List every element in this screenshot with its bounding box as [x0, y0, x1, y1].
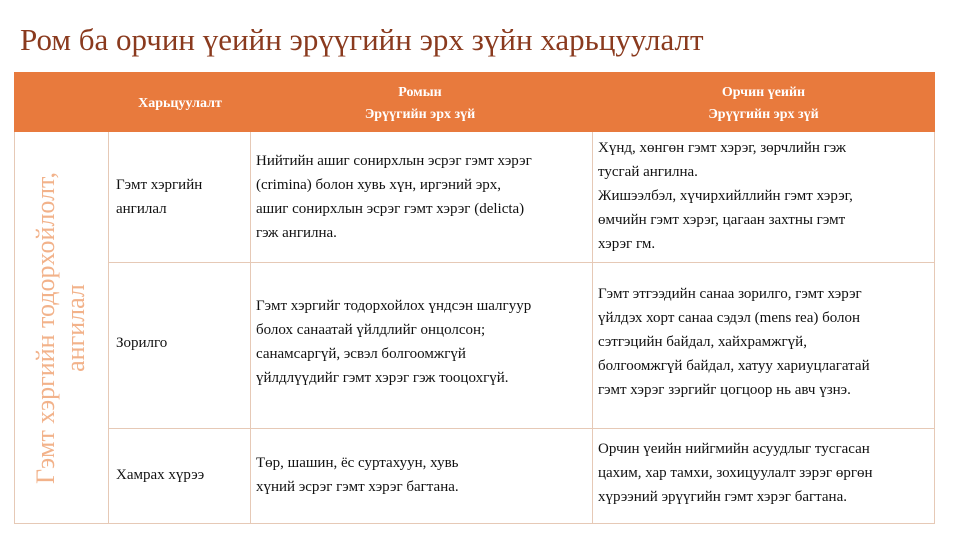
row1-criteria: Гэмт хэргийн ангилал [116, 177, 203, 217]
header-criteria: Харьцуулалт [138, 96, 222, 111]
row3-roman: Төр, шашин, ёс суртахуун, хувь хүний эсрэг гэмт хэрэг багтана. [256, 455, 459, 495]
divider [592, 132, 593, 524]
row3-modern: Орчин үеийн нийгмийн асуудлыг тусгасан цахим, хар тамхи, зохицуулалт зэрэг өргөн хүрээний эрүүгийн гэмт хэрэг багтана. [598, 441, 873, 505]
divider [108, 428, 935, 429]
divider [108, 132, 109, 524]
side-label: Гэмт хэргийн тодорхойлолт, ангилал [31, 172, 90, 484]
row3-criteria: Хамрах хүрээ [116, 467, 205, 483]
slide-title: Ром ба орчин үеийн эрүүгийн эрх зүйн харьцуулалт [20, 22, 704, 57]
header-modern: Орчин үеийн Эрүүгийн эрх зүй [708, 85, 819, 122]
header-roman: Ромын Эрүүгийн эрх зүй [364, 85, 476, 122]
divider [250, 132, 251, 524]
row1-modern: Хүнд, хөнгөн гэмт хэрэг, зөрчлийн гэж тусгай ангилна. Жишээлбэл, хүчирхийллийн гэмт хэрэг, өмчийн гэмт хэрэг, цагаан захтны гэмт хэрэг гм. [598, 140, 853, 252]
row2-roman: Гэмт хэргийг тодорхойлох үндсэн шалгуур болох санаатай үйлдлийг онцолсон; санамсаргүй, эсвэл болгоомжгүй үйлдлүүдийг гэмт хэрэг гэж тооцохгүй. [256, 298, 532, 386]
row1-roman: Нийтийн ашиг сонирхлын эсрэг гэмт хэрэг (crimina) болон хувь хүн, иргэний эрх, ашиг сонирхлын эсрэг гэмт хэрэг (delicta) гэж ангилна. [256, 153, 532, 241]
row2-modern: Гэмт этгээдийн санаа зорилго, гэмт хэрэг үйлдэх хорт санаа сэдэл (mens rea) болон сэтгэцийн байдал, хайхрамжгүй, болгоомжгүй байдал, хатуу хариуцлагатай гэмт хэрэг зэргийг цогцоор нь авч үзнэ. [598, 286, 870, 398]
row2-criteria: Зорилго [116, 335, 168, 351]
divider [108, 262, 935, 263]
